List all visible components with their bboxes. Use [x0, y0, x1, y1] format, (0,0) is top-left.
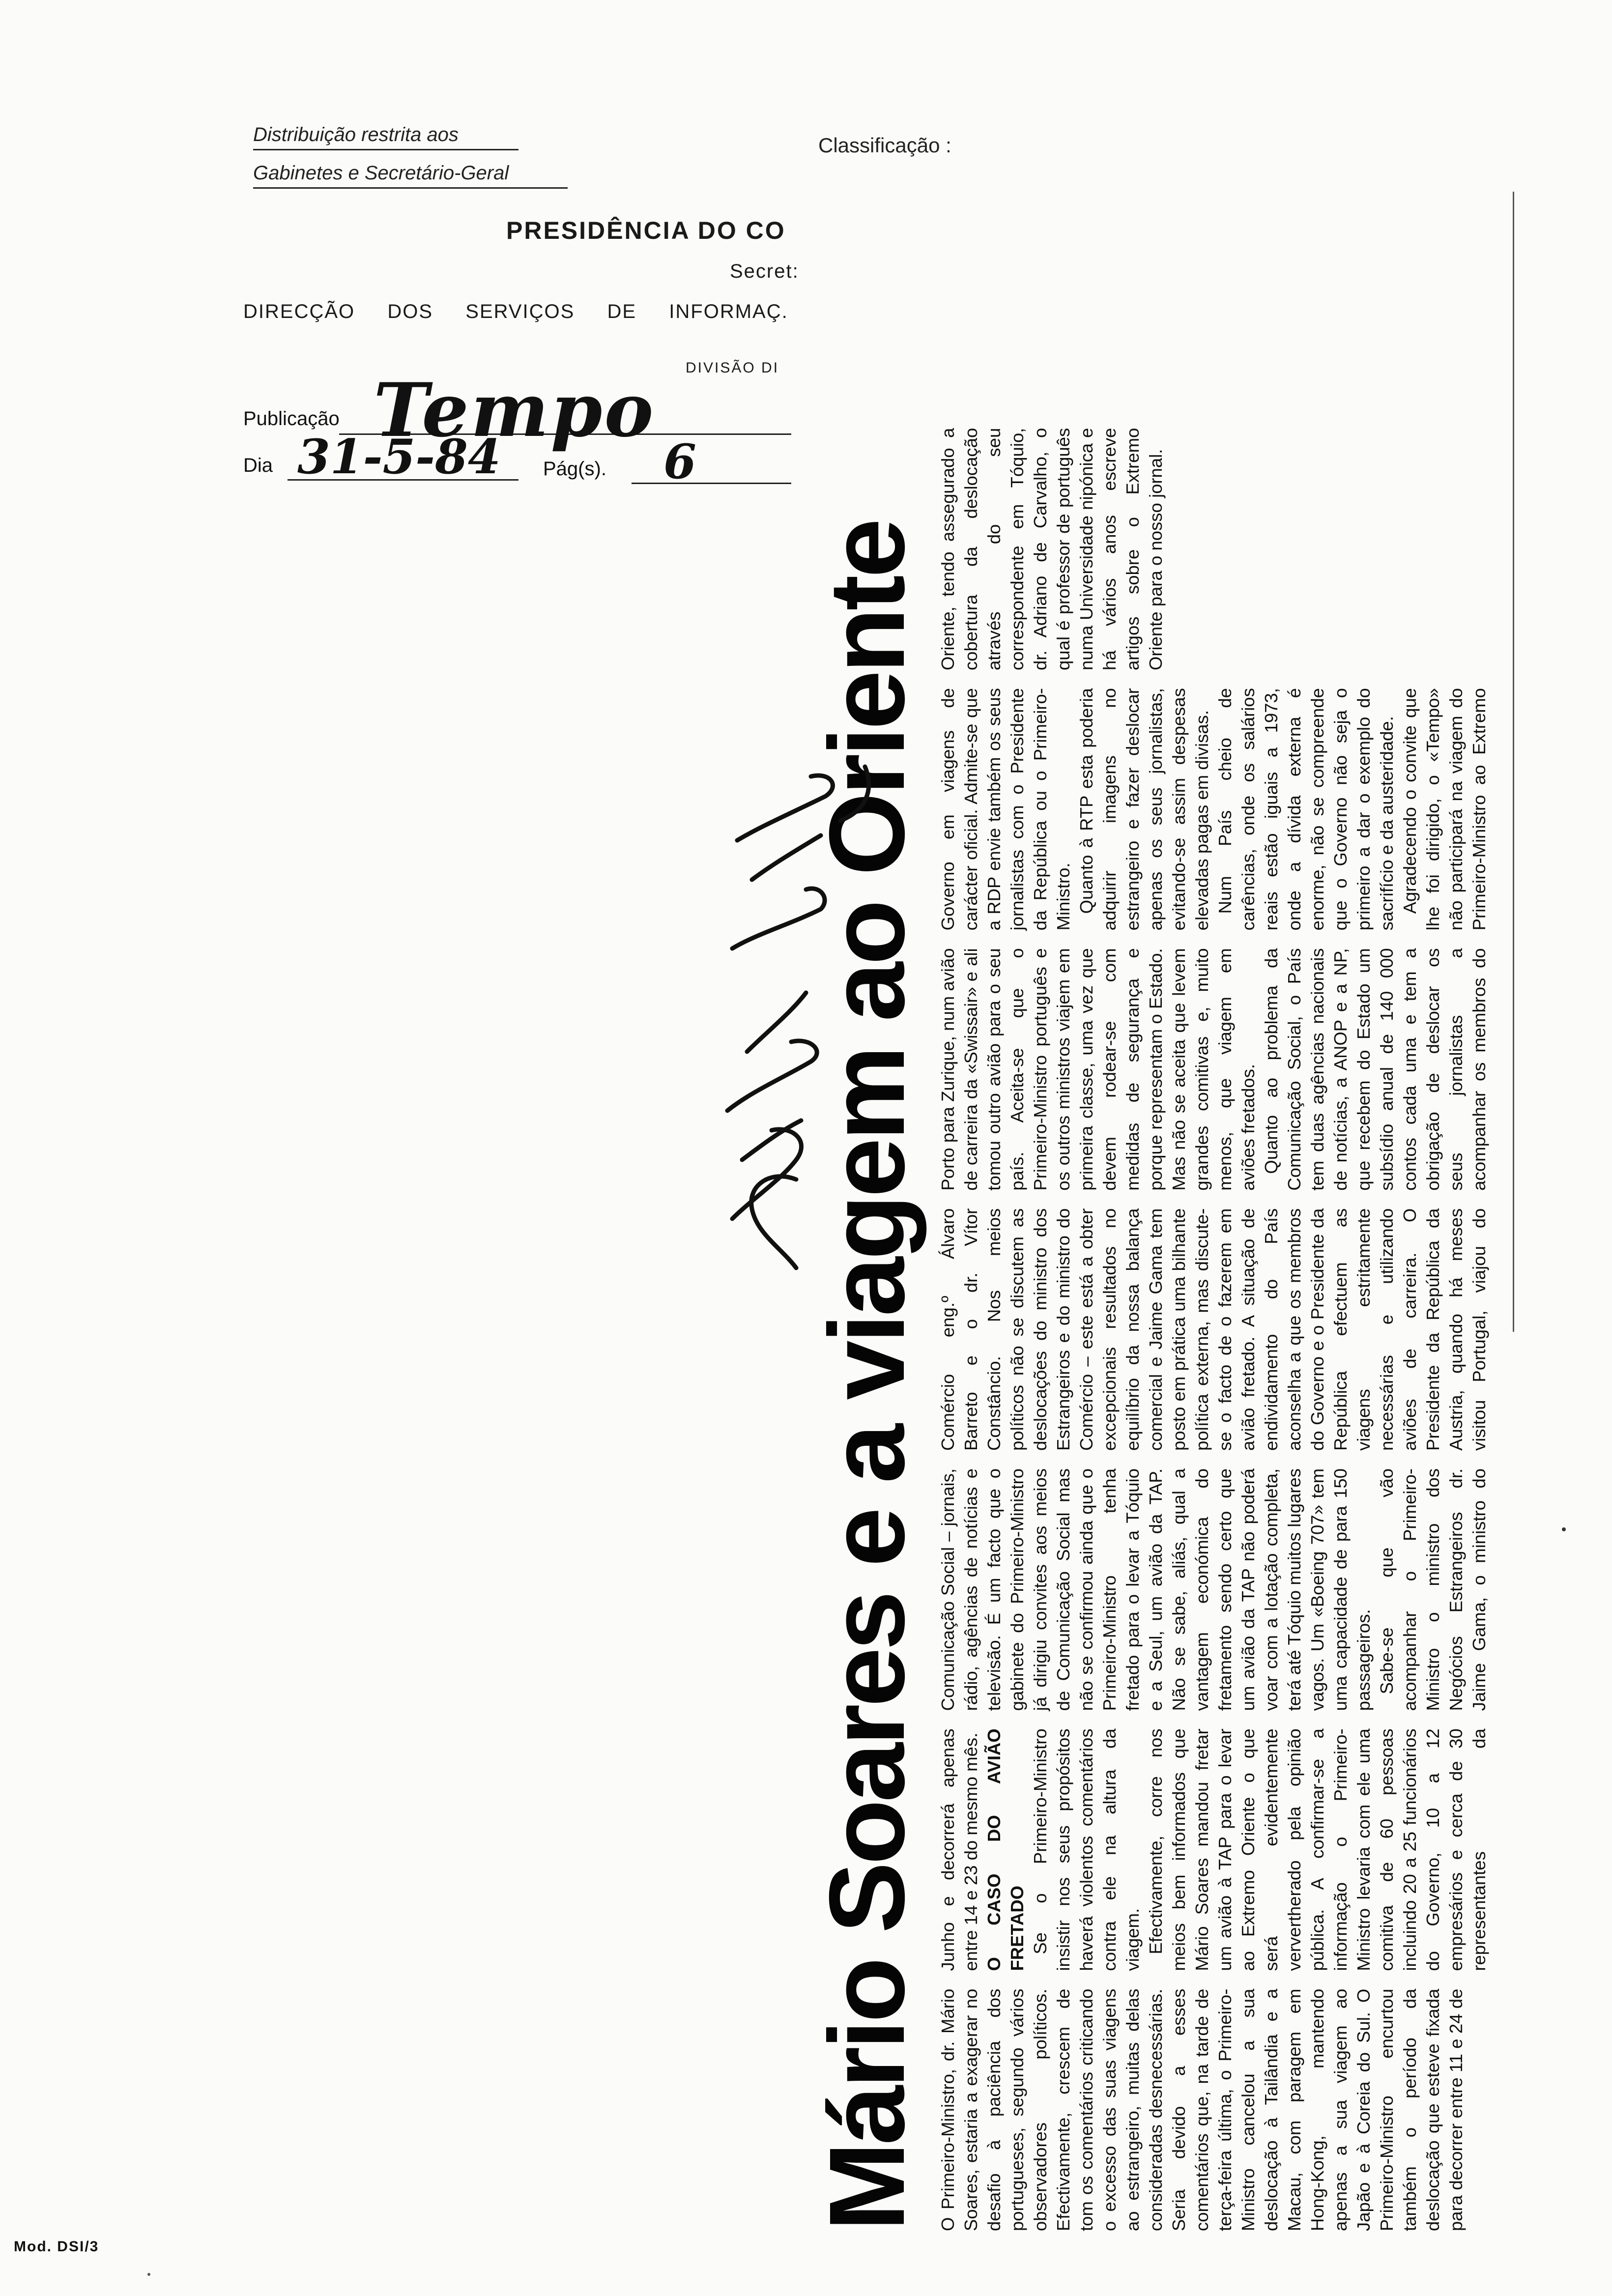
publication-handwritten: Tempo: [374, 367, 656, 454]
form-code: Mod. DSI/3: [14, 2239, 99, 2255]
article-paragraph-6: Quanto à RTP esta poderia adquirir imagens no estrangeiro e fazer deslocar apenas os seus jornalistas, evitando-se assim despesas elevadas pagas em divisas.: [1076, 688, 1212, 931]
article-paragraph-4: Sabe-se que vão acompanhar o Primeiro-Ministro o ministro dos Negócios Estrangeiros dr. Jaime Gama, o ministro do Comércio eng.º Álvaro Barreto e o dr. Vítor Constâncio. Nos meios políticos não se discutem as deslocações do ministro dos Estrangeiros e do ministro do Comércio – este está a obter excepcionais resultados no equilíbrio da nossa balança comercial e Jaime Gama tem posto em prática uma bilhante política externa, mas discute-se o facto de o fazerem em avião fretado. A situação de endividamento do País aconselha a que os membros do Governo e o Presidente da República efectuem as viagens estritamente necessárias e utilizando aviões de carreira. O Presidente da República da Austria, quando há meses visitou Portugal, viajou do Porto para Zurique, num avião de carreira da «Swissair» e ali tomou outro avião para o seu país. Aceita-se que o Primeiro-Ministro português e os outros ministros viajem em primeira classe, uma vez que devem rodear-se com medidas de segurança e porque representam o Estado. Mas não se aceita que levem grandes comitivas e, muito menos, que viagem em aviões fretados.: [938, 948, 1489, 1711]
pages-handwritten: 6: [663, 434, 696, 489]
classification-label: Classificação :: [818, 134, 951, 157]
article-subheading: O CASO DO AVIÃO FRETADO: [984, 1728, 1027, 1971]
article-headline: Mário Soares e a viagem ao Oriente: [807, 521, 927, 2231]
division-label: DIVISÃO DI: [686, 360, 779, 376]
distribution-line-2: Gabinetes e Secretário-Geral: [253, 162, 568, 189]
article-paragraph-2: Se o Primeiro-Ministro insistir nos seus propósitos haverá violentos comentários contra ele na altura da viagem.: [1030, 1728, 1143, 1971]
handwritten-date-annotation: [634, 737, 890, 1278]
article-body: [936, 428, 1511, 2231]
secretariat-label: Secret:: [730, 260, 799, 282]
pages-line: [632, 483, 791, 484]
presidency-title: PRESIDÊNCIA DO CO: [506, 217, 786, 244]
day-label: Dia: [243, 455, 273, 476]
clipping-edge-rule: [1513, 192, 1514, 1332]
article-paragraph-3: Efectivamente, corre nos meios bem informados que Mário Soares mandou fretar um avião à TAP para o levar ao Extremo Oriente o que será evidentemente ververtherado pela opinião pública. A confirmar-se a informação o Primeiro-Ministro levaria com ele uma comitiva de 60 pessoas incluindo 20 a 25 funcionários do Governo, 10 a 12 empresários e cerca de 30 representantes da Comunicação Social – jornais, rádio, agências de notícias e televisão. É um facto que o gabinete do Primeiro-Ministro já dirigiu convites aos meios de Comunicação Social mas não se confirmou ainda que o Primeiro-Ministro tenha fretado para o levar a Tóquio e a Seul, um avião da TAP. Não se sabe, aliás, qual a vantagem económica do fretamento sendo certo que um avião da TAP não poderá voar com a lotação completa, terá até Tóquio muitos lugares vagos. Um «Boeing 707» tem uma capacidade de para 150 passageiros.: [938, 1468, 1489, 1971]
article-paragraph-7: Num País cheio de carências, onde os salários reais estão iguais a 1973, onde a dívida externa é enorme, não se compreende que o Governo não seja o primeiro a dar o exemplo do sacrifício e da austeridade.: [1215, 688, 1397, 931]
scan-speck: [1562, 1527, 1566, 1531]
scan-speck: [147, 2273, 150, 2276]
article-paragraph-5: Quanto ao problema da Comunicação Social, o País tem duas agências nacionais de notícias, a ANOP e a NP, que recebem do Estado um subsídio anual de 140 000 contos cada uma e tem a obrigação de deslocar os seus jornalistas a acompanhar os membros do Governo em viagens de carácter oficial. Admite-se que a RDP envie também os seus jornalistas com o Presidente da República ou o Primeiro-Ministro.: [938, 688, 1489, 1191]
pages-label: Pág(s).: [543, 458, 606, 480]
publication-label: Publicação: [243, 408, 340, 430]
article-paragraph-8: Agradecendo o convite que lhe foi dirigido, o «Tempo» não participará na viagem do Primeiro-Ministro ao Extremo Oriente, tendo assegurado a cobertura da deslocação através do seu correspondente em Tóquio, dr. Adriano de Carvalho, o qual é professor de português numa Universidade nipónica e há vários anos escreve artigos sobre o Extremo Oriente para o nosso jornal.: [938, 428, 1489, 931]
newspaper-clipping: [806, 428, 1514, 2231]
distribution-line-1: Distribuição restrita aos: [253, 124, 518, 150]
directorate-label: DIRECÇÃO DOS SERVIÇOS DE INFORMAÇ.: [243, 301, 788, 322]
day-handwritten: 31-5-84: [297, 429, 501, 485]
article-paragraph-1: O Primeiro-Ministro, dr. Mário Soares, estaria a exagerar no desafio à paciência dos portugueses, segundo vários observadores políticos. Efectivamente, crescem de tom os comentários criticando o excesso das suas viagens ao estrangeiro, muitas delas consideradas desnecessárias. Seria devido a esses comentários que, na tarde de terça-feira última, o Primeiro-Ministro cancelou a sua deslocação à Tailândia e a Macau, com paragem em Hong-Kong, mantendo apenas a sua viagem ao Japão e à Coreia do Sul. O Primeiro-Ministro encurtou também o período da deslocação que esteve fixada para decorrer entre 11 e 24 de Junho e decorrerá apenas entre 14 e 23 do mesmo mês.: [938, 1728, 1466, 2231]
